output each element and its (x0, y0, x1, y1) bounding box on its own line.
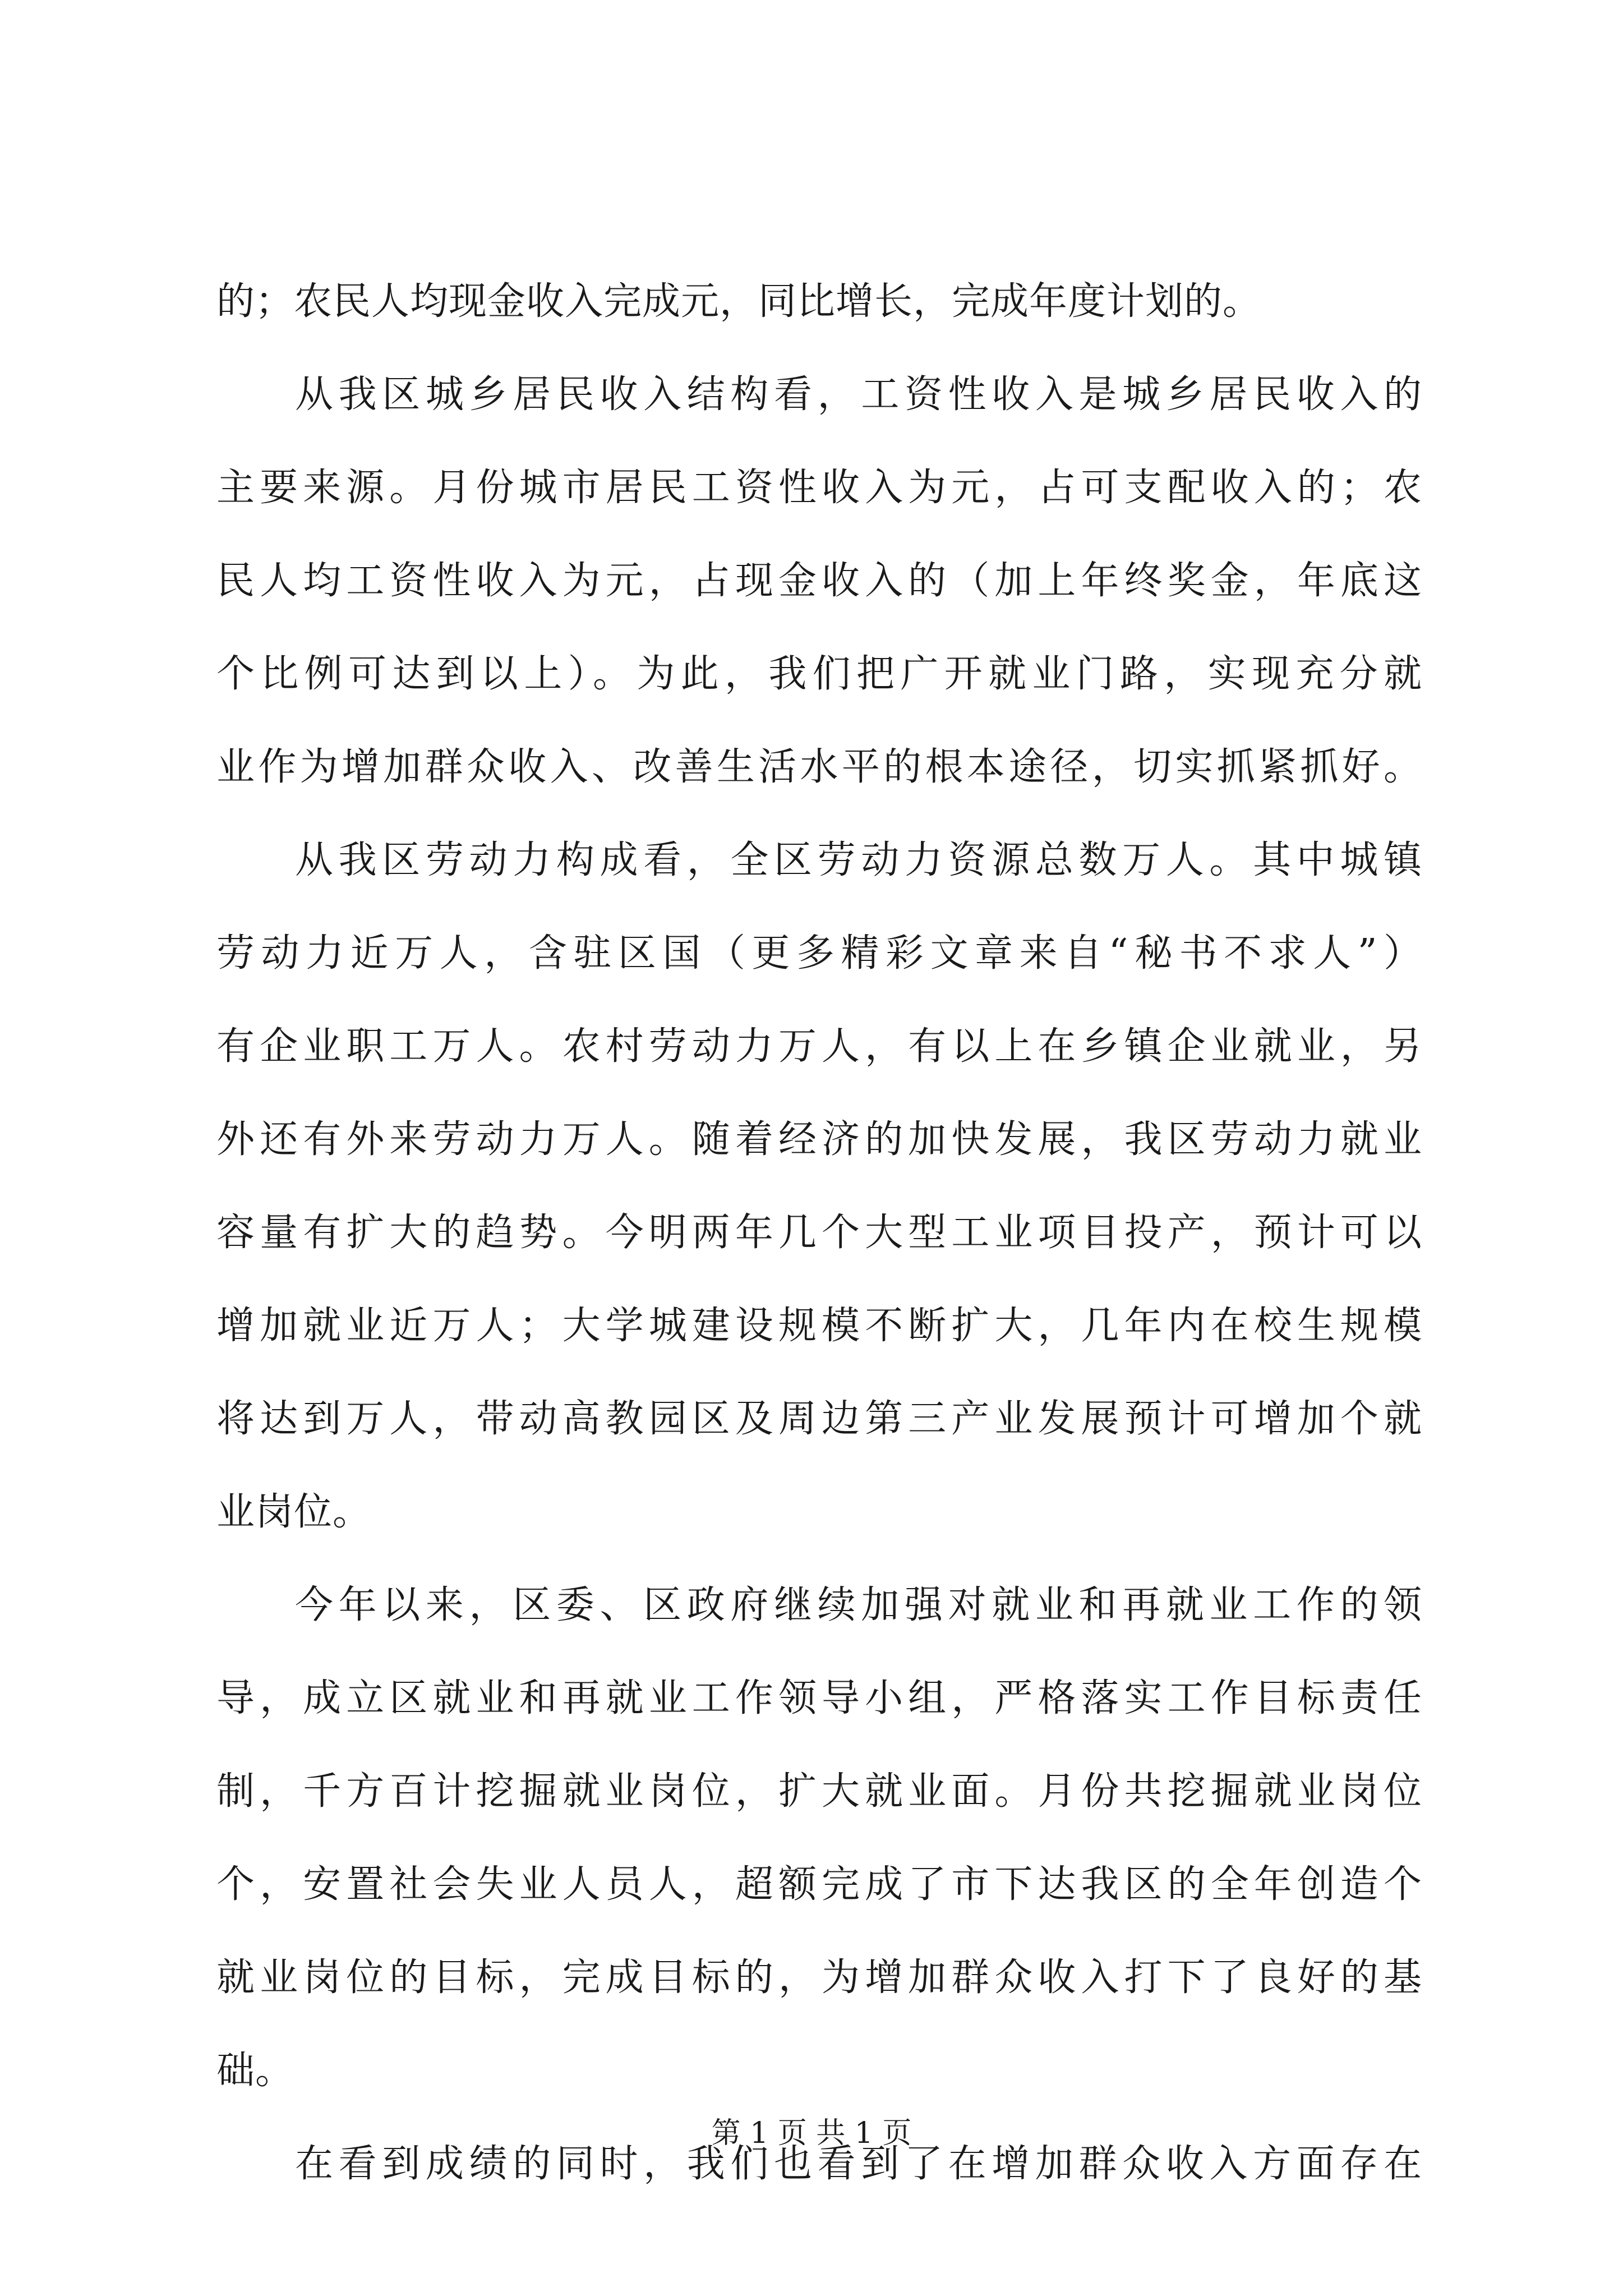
text-line: 的；农民人均现金收入完成元，同比增长，完成年度计划的。 (216, 279, 1262, 324)
text-line: 外还有外来劳动力万人。随着经济的加快发展，我区劳动力就业 (216, 1117, 1422, 1162)
text-line: 导，成立区就业和再就业工作领导小组，严格落实工作目标责任 (216, 1676, 1422, 1720)
text-line: 劳动力近万人，含驻区国（更多精彩文章来自“秘书不求人”） (216, 931, 1422, 976)
text-line: 从我区劳动力构成看，全区劳动力资源总数万人。其中城镇 (295, 838, 1422, 882)
text-line: 有企业职工万人。农村劳动力万人，有以上在乡镇企业就业，另 (216, 1024, 1422, 1069)
text-line: 将达到万人，带动高教园区及周边第三产业发展预计可增加个就 (216, 1397, 1422, 1441)
text-line: 今年以来，区委、区政府继续加强对就业和再就业工作的领 (295, 1583, 1422, 1627)
text-line: 础。 (216, 2049, 294, 2093)
text-line: 增加就业近万人；大学城建设规模不断扩大，几年内在校生规模 (216, 1304, 1422, 1348)
text-line: 就业岗位的目标，完成目标的，为增加群众收入打下了良好的基 (216, 1955, 1422, 2000)
text-line: 主要来源。月份城市居民工资性收入为元，占可支配收入的；农 (216, 466, 1422, 510)
text-line: 容量有扩大的趋势。今明两年几个大型工业项目投产，预计可以 (216, 1211, 1422, 1255)
text-line: 业岗位。 (216, 1490, 372, 1534)
text-line: 民人均工资性收入为元，占现金收入的（加上年终奖金，年底这 (216, 559, 1422, 603)
text-line: 个比例可达到以上）。为此，我们把广开就业门路，实现充分就 (216, 652, 1422, 696)
text-line: 个，安置社会失业人员人，超额完成了市下达我区的全年创造个 (216, 1862, 1422, 1907)
page-footer: 第 1 页 共 1 页 (711, 2116, 912, 2150)
text-line: 在看到成绩的同时，我们也看到了在增加群众收入方面存在 (295, 2142, 1422, 2186)
document-body (216, 255, 1422, 2211)
text-line: 从我区城乡居民收入结构看，工资性收入是城乡居民收入的 (295, 372, 1422, 417)
text-line: 业作为增加群众收入、改善生活水平的根本途径，切实抓紧抓好。 (216, 745, 1422, 789)
text-line: 制，千方百计挖掘就业岗位，扩大就业面。月份共挖掘就业岗位 (216, 1769, 1422, 1814)
